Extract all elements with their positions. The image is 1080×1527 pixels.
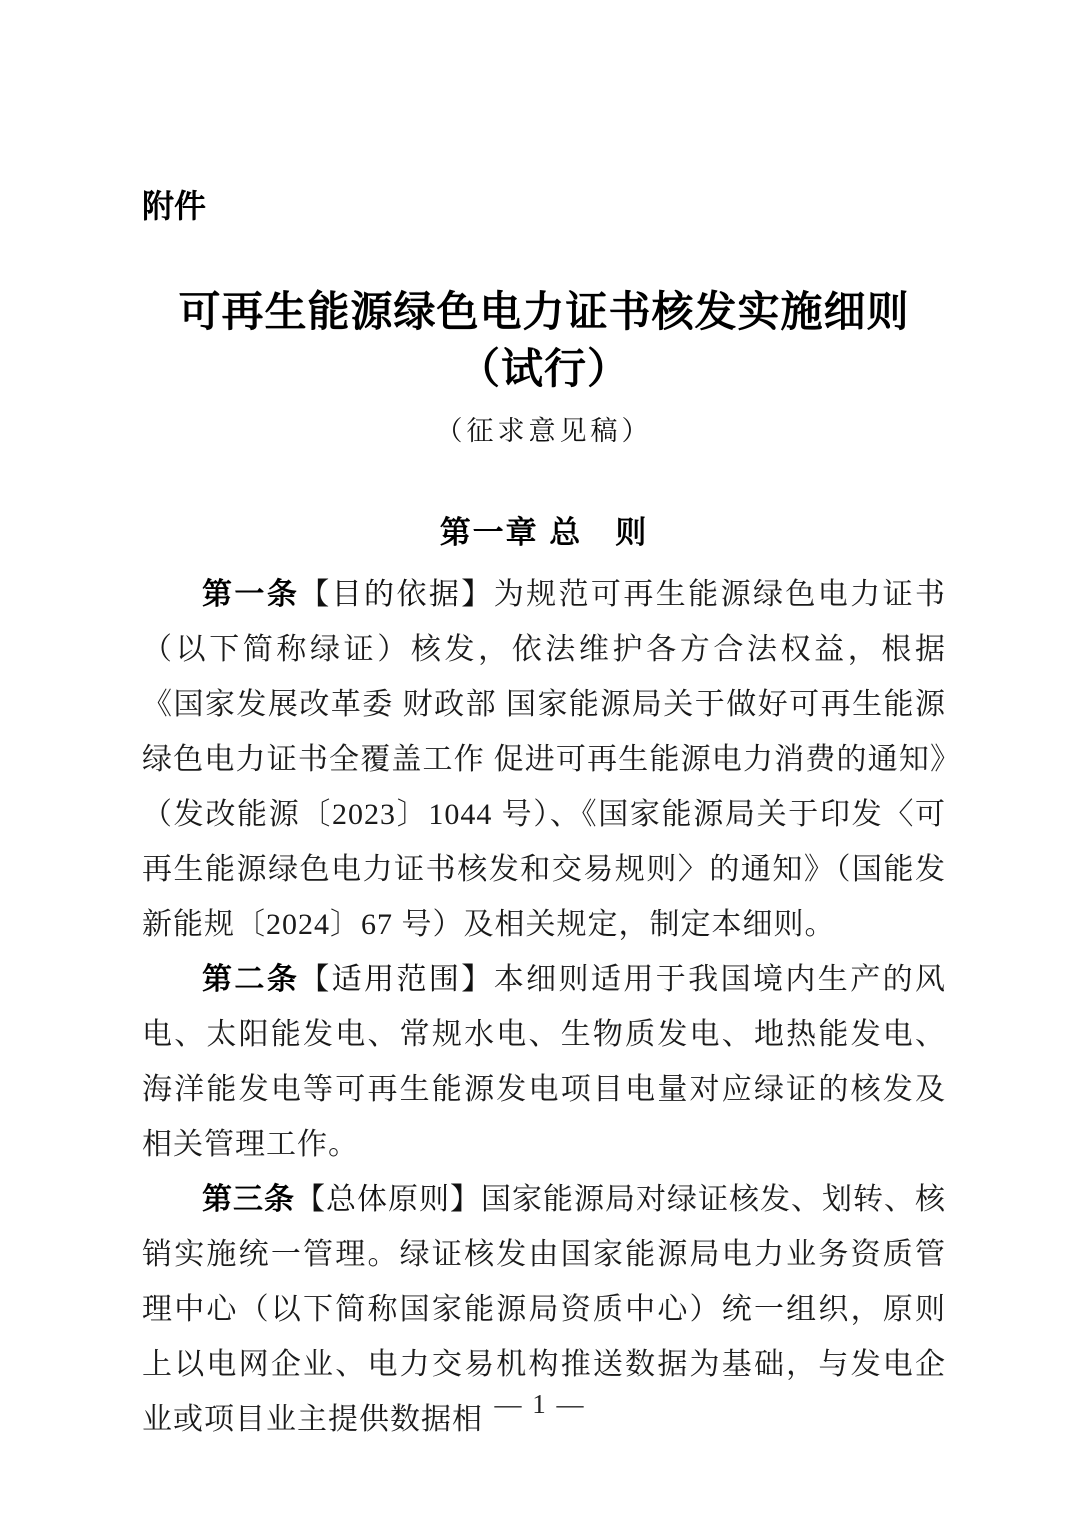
body-text <box>142 567 946 1447</box>
document-title <box>142 285 946 399</box>
article-1-number: 第一条 <box>202 577 300 611</box>
article-1-tag: 【目的依据】 <box>299 577 494 611</box>
document-title-line2: （试行） <box>457 346 630 393</box>
article-2-text: 本细则适用于我国境内生产的风电、太阳能发电、常规水电、生物质发电、地热能发电、海洋能发电等可再生能源发电项目电量对应绿证的核发及相关管理工作。 <box>142 962 947 1161</box>
page-number: — 1 — <box>494 1389 586 1419</box>
article-3-number: 第三条 <box>202 1182 295 1216</box>
article-2 <box>142 952 946 1172</box>
article-3-text: 国家能源局对绿证核发、划转、核销实施统一管理。绿证核发由国家能源局电力业务资质管理中心（以下简称国家能源局资质中心）统一组织，原则上以电网企业、电力交易机构推送数据为基础，与发电企业或项目业主提供数据相 <box>142 1182 946 1436</box>
chapter-heading: 第一章 总 则 <box>439 514 649 550</box>
article-2-number: 第二条 <box>202 962 300 996</box>
article-1-text: 为规范可再生能源绿色电力证书（以下简称绿证）核发，依法维护各方合法权益，根据《国家发展改革委 财政部 国家能源局关于做好可再生能源绿色电力证书全覆盖工作 促进可再生能源电力消费的通知》（发改能源〔2023〕1044 号）、《国家能源局关于印发〈可再生能源绿色电力证书核发和交易规则〉的通知》（国能发新能规〔2024〕67 号）及相关规定，制定本细则。 <box>142 577 947 941</box>
article-2-tag: 【适用范围】 <box>299 962 494 996</box>
article-1 <box>142 567 946 952</box>
document-title-line1: 可再生能源绿色电力证书核发实施细则 <box>178 289 910 336</box>
article-3-tag: 【总体原则】 <box>295 1182 481 1216</box>
attachment-label: 附件 <box>142 188 207 224</box>
draft-note: （征求意见稿） <box>435 415 653 446</box>
